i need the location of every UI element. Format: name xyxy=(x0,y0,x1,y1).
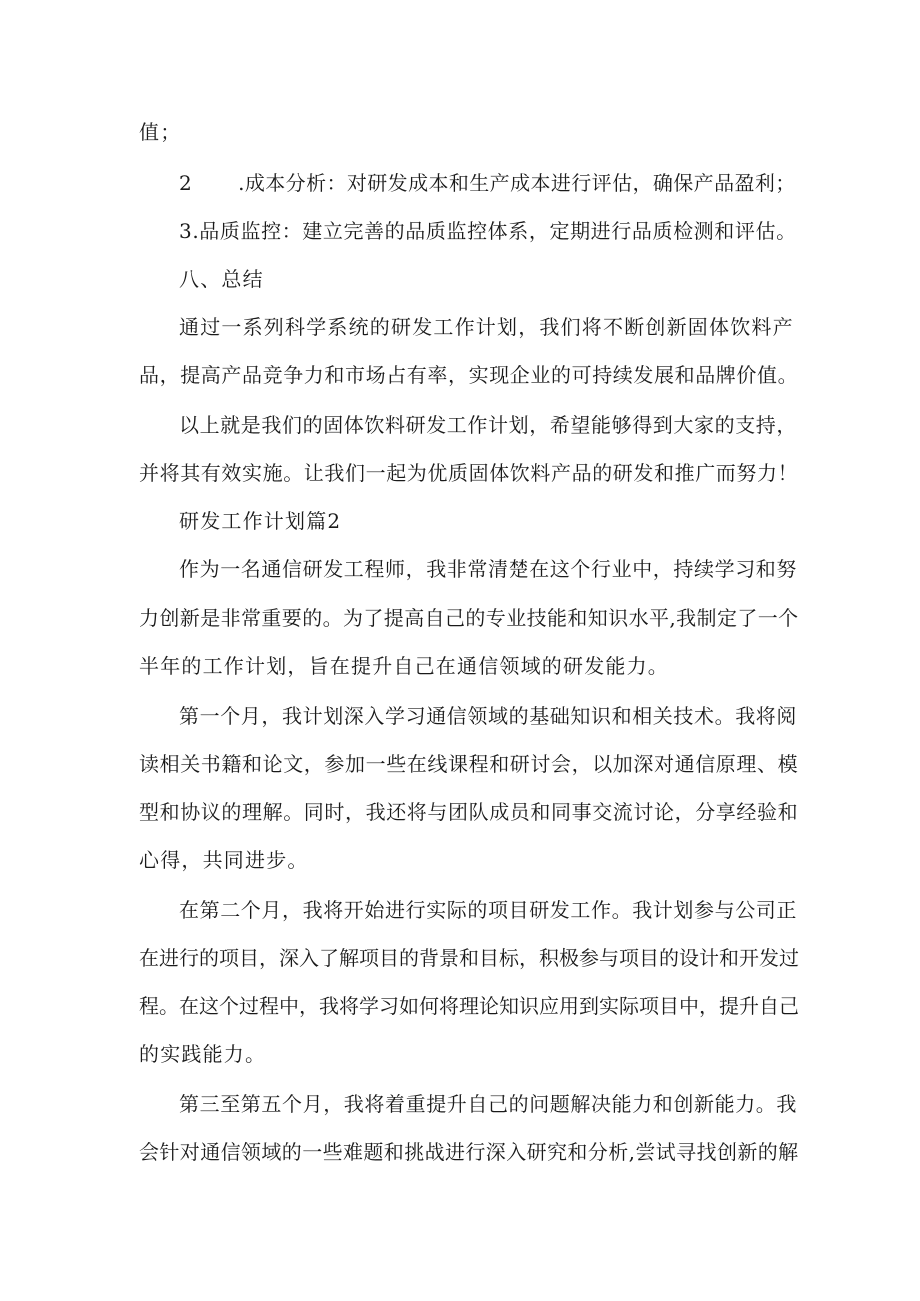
paragraph-line: 读相关书籍和论文，参加一些在线课程和研讨会，以加深对通信原理、模 xyxy=(139,752,799,776)
list-item-cost-analysis xyxy=(179,169,799,197)
text-line: 值； xyxy=(139,120,182,144)
paragraph-line: 作为一名通信研发工程师，我非常清楚在这个行业中，持续学习和努 xyxy=(179,557,797,581)
paragraph-line: 品，提高产品竞争力和市场占有率，实现企业的可持续发展和品牌价值。 xyxy=(139,363,799,387)
list-number: 2 xyxy=(179,171,193,195)
paragraph-line: 以上就是我们的固体饮料研发工作计划，希望能够得到大家的支持， xyxy=(179,413,797,437)
paragraph-line: 会针对通信领域的一些难题和挑战进行深入研究和分析,尝试寻找创新的解 xyxy=(139,1140,799,1164)
paragraph-line: 的实践能力。 xyxy=(139,1042,267,1066)
list-item-text: .成本分析：对研发成本和生产成本进行评估，确保产品盈利； xyxy=(238,171,796,195)
paragraph-line: 在第二个月，我将开始进行实际的项目研发工作。我计划参与公司正 xyxy=(179,898,797,922)
paragraph-line: 第一个月，我计划深入学习通信领域的基础知识和相关技术。我将阅 xyxy=(179,704,797,728)
paragraph-line: 型和协议的理解。同时，我还将与团队成员和同事交流讨论，分享经验和 xyxy=(139,800,799,824)
paragraph-line: 程。在这个过程中，我将学习如何将理论知识应用到实际项目中，提升自己 xyxy=(139,994,799,1018)
paragraph-line: 心得，共同进步。 xyxy=(139,848,309,872)
list-item-quality-control: 3.品质监控：建立完善的品质监控体系，定期进行品质检测和评估。 xyxy=(179,219,797,243)
paragraph-line: 通过一系列科学系统的研发工作计划，我们将不断创新固体饮料产 xyxy=(179,315,794,339)
paragraph-line: 半年的工作计划，旨在提升自己在通信领域的研发能力。 xyxy=(139,654,669,678)
section-heading: 八、总结 xyxy=(179,267,264,291)
paragraph-line: 并将其有效实施。让我们一起为优质固体饮料产品的研发和推广而努力！ xyxy=(139,461,799,485)
paragraph-line: 在进行的项目，深入了解项目的背景和目标，积极参与项目的设计和开发过 xyxy=(139,946,799,970)
paragraph-line: 力创新是非常重要的。为了提高自己的专业技能和知识水平,我制定了一个 xyxy=(139,606,799,630)
paragraph-line: 第三至第五个月，我将着重提升自己的问题解决能力和创新能力。我 xyxy=(179,1092,797,1116)
section-heading: 研发工作计划篇2 xyxy=(179,509,342,533)
